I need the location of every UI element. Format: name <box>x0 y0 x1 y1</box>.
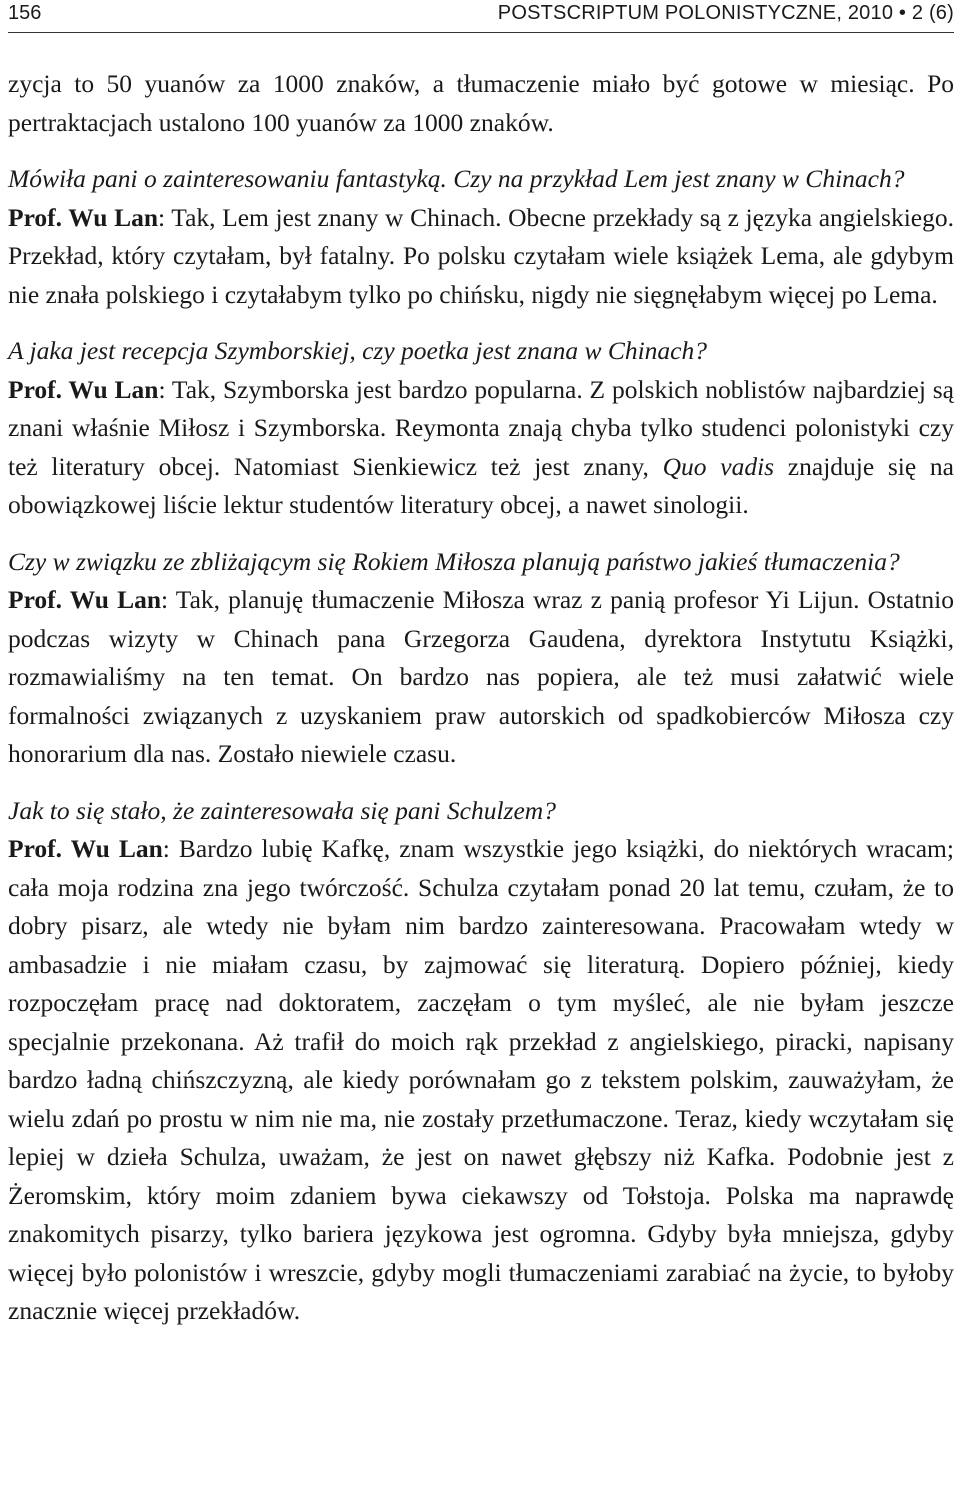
answer-text: znajduje się na obowiązkowej liście lektur studentów literatury obcej, a nawet sinologii. <box>8 451 954 519</box>
answer-text: : Tak, Szymborska jest bardzo popularna. Z polskich noblistów najbardziej są znani właśnie Miłosz i Szymborska. Reymonta znają chyba tylko studenci polonistyki czy też literatury obcej. Natomiast Sienkiewicz też jest znany, <box>8 374 954 481</box>
book-title: Quo vadis <box>662 451 775 481</box>
interview-question: Czy w związku ze zbliżającym się Rokiem Miłosza planują państwo jakieś tłumaczenia? <box>8 546 900 576</box>
interview-answer <box>8 830 954 1331</box>
speaker-name: Prof. Wu Lan <box>8 585 162 614</box>
interview-answer <box>8 199 954 315</box>
page-number: 156 <box>8 2 42 24</box>
speaker-name: Prof. Wu Lan <box>8 374 159 404</box>
document-page <box>8 0 954 1331</box>
answer-text: : Bardzo lubię Kafkę, znam wszystkie jego książki, do niektórych wracam; cała moja rodzina zna jego twórczość. Schulza czytałam ponad 20 lat temu, czułam, że to dobry pisarz, ale wtedy nie byłam nim bardzo zainteresowana. Pracowałam wtedy w ambasadzie i nie miałam czasu, by zajmować się literaturą. Dopiero później, kiedy rozpoczęłam pracę nad doktoratem, zaczęłam o tym myśleć, ale nie byłam jeszcze specjalnie przekonana. Aż trafił do moich rąk przekład z angielskiego, piracki, napisany bardzo ładną chińszczyzną, ale kiedy porównałam go z tekstem polskim, zauważyłam, że wielu zdań po prostu w nim nie ma, nie zostały przetłumaczone. Teraz, kiedy wczytałam się lepiej w dzieła Schulza, uważam, że jest on nawet głębszy niż Kafka. Podobnie jest z Żeromskim, który moim zdaniem bywa ciekawszy od Tołstoja. Polska ma naprawdę znakomitych pisarzy, tylko bariera językowa jest ogromna. Gdyby była mniejsza, gdyby więcej było polonistów i wreszcie, gdyby mogli tłumaczeniami zarabiać na życie, to byłoby znacznie więcej przekładów. <box>8 834 954 1325</box>
running-header <box>8 0 954 33</box>
answer-text: : Tak, Lem jest znany w Chinach. Obecne przekłady są z języka angielskiego. Przekład, który czytałam, był fatalny. Po polsku czytałam wiele książek Lema, ale gdybym nie znała polskiego i czytałabym tylko po chińsku, nigdy nie sięgnęłabym więcej po Lema. <box>8 202 954 309</box>
speaker-name: Prof. Wu Lan <box>8 834 163 863</box>
interview-answer <box>8 371 954 525</box>
interview-answer <box>8 581 954 774</box>
interview-question: Jak to się stało, że zainteresowała się pani Schulzem? <box>8 795 556 825</box>
interview-question: A jaka jest recepcja Szymborskiej, czy poetka jest znana w Chinach? <box>8 336 707 365</box>
speaker-name: Prof. Wu Lan <box>8 202 159 232</box>
interview-question: Mówiła pani o zainteresowaniu fantastyką. Czy na przykład Lem jest znany w Chinach? <box>8 164 905 193</box>
article-body <box>8 65 954 1331</box>
paragraph-continuation: zycja to 50 yuanów za 1000 znaków, a tłumaczenie miało być gotowe w miesiąc. Po pertraktacjach ustalono 100 yuanów za 1000 znaków. <box>8 69 954 137</box>
answer-text: : Tak, planuję tłumaczenie Miłosza wraz z panią profesor Yi Lijun. Ostatnio podczas wizyty w Chinach pana Grzegorza Gaudena, dyrektora Instytutu Książki, rozmawialiśmy na ten temat. On bardzo nas popiera, ale też musi załatwić wiele formalności związanych z uzyskaniem praw autorskich od spadkobierców Miłosza czy honorarium dla nas. Zostało niewiele czasu. <box>8 585 954 768</box>
journal-title: POSTSCRIPTUM POLONISTYCZNE, 2010 • 2 (6) <box>497 2 954 24</box>
